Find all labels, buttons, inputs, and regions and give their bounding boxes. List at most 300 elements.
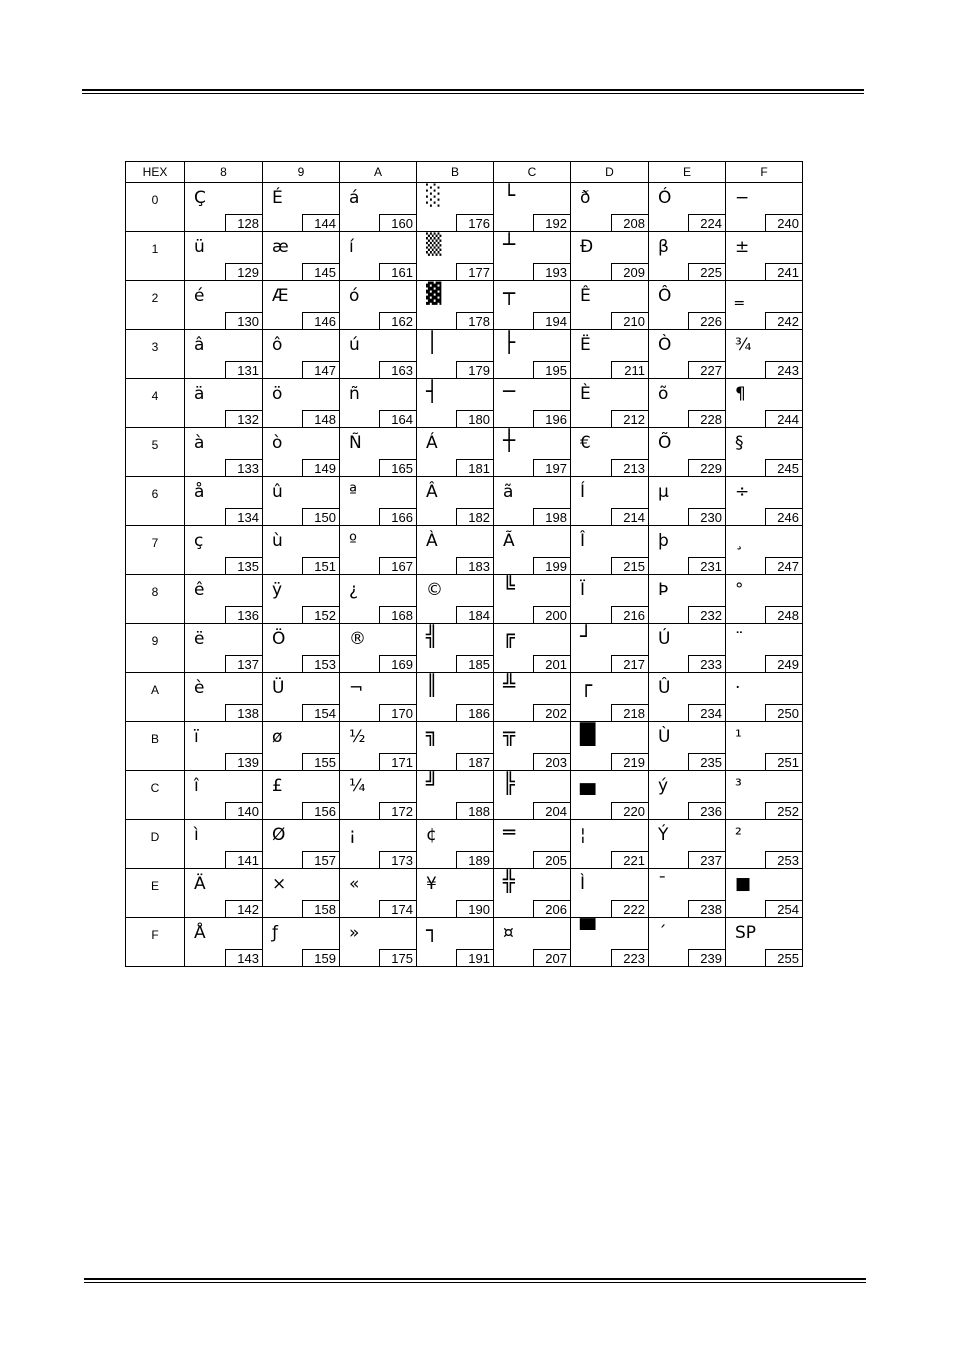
row-header [126,673,185,722]
char-cell [571,281,649,330]
char-cell [340,379,417,428]
character-glyph: Ë [580,335,591,355]
char-cell [185,379,263,428]
character-glyph: ³ [735,776,742,796]
char-cell [649,477,726,526]
character-glyph: û [272,482,283,502]
char-cell [185,722,263,771]
row-header [126,281,185,330]
table-row [126,183,803,232]
char-cell [185,771,263,820]
char-cell [571,673,649,722]
char-cell [263,183,340,232]
decimal-code: 166 [379,508,417,526]
character-glyph: ° [735,580,744,600]
char-cell [185,183,263,232]
character-glyph: Ç [194,188,206,208]
decimal-code: 187 [456,753,494,771]
decimal-code: 180 [456,410,494,428]
row-hex-label: 3 [151,340,159,354]
character-glyph: ¢ [426,825,437,845]
character-glyph: ╝ [426,771,439,795]
char-cell [417,624,494,673]
decimal-code: 231 [688,557,726,575]
decimal-code: 147 [302,361,340,379]
decimal-code: 239 [688,949,726,967]
char-cell [649,575,726,624]
char-cell [649,918,726,967]
char-cell [417,183,494,232]
character-glyph: Ý [658,825,669,845]
row-hex-label: 0 [151,193,159,207]
row-hex-label: 5 [151,438,159,452]
character-glyph: ╬ [503,869,516,893]
character-glyph: ¸ [735,531,744,551]
character-glyph: ú [349,335,360,355]
character-glyph: ç [194,531,204,551]
decimal-code: 220 [611,802,649,820]
char-cell [185,281,263,330]
character-glyph: █ [580,722,596,746]
char-cell [726,820,803,869]
character-glyph: Á [426,433,438,453]
character-glyph: ┼ [503,428,516,452]
char-cell [726,624,803,673]
decimal-code: 252 [765,802,803,820]
decimal-code: 134 [225,508,263,526]
character-glyph: ¶ [735,384,746,404]
char-cell [340,869,417,918]
character-glyph: ‗ [735,286,744,306]
char-cell [649,379,726,428]
character-glyph: ▄ [580,771,596,795]
decimal-code: 211 [611,361,649,379]
decimal-code: 157 [302,851,340,869]
char-cell [417,771,494,820]
decimal-code: 204 [533,802,571,820]
character-glyph: Æ [272,286,289,306]
char-cell [263,918,340,967]
decimal-code: 175 [379,949,417,967]
character-glyph: í [349,237,354,257]
table-row [126,918,803,967]
decimal-code: 223 [611,949,649,967]
character-glyph: ï [194,727,199,747]
char-cell [340,918,417,967]
char-cell [571,820,649,869]
char-cell [649,771,726,820]
decimal-code: 130 [225,312,263,330]
char-cell [571,624,649,673]
decimal-code: 179 [456,361,494,379]
decimal-code: 176 [456,214,494,232]
char-cell [417,281,494,330]
char-cell [417,477,494,526]
character-glyph: ║ [426,673,439,697]
char-cell [185,526,263,575]
char-cell [726,673,803,722]
decimal-code: 198 [533,508,571,526]
decimal-code: 210 [611,312,649,330]
char-cell [571,575,649,624]
table-body [126,183,803,967]
character-glyph: Ð [580,237,594,257]
decimal-code: 243 [765,361,803,379]
row-hex-label: 9 [151,634,159,648]
decimal-code: 244 [765,410,803,428]
decimal-code: 169 [379,655,417,673]
decimal-code: 149 [302,459,340,477]
char-cell [494,526,571,575]
char-cell [571,869,649,918]
decimal-code: 144 [302,214,340,232]
char-cell [185,575,263,624]
char-cell [263,575,340,624]
character-glyph: ñ [349,384,360,404]
row-header [126,183,185,232]
character-glyph: ┴ [503,232,516,256]
decimal-code: 170 [379,704,417,722]
decimal-code: 209 [611,263,649,281]
character-glyph: ò [272,433,283,453]
decimal-code: 235 [688,753,726,771]
decimal-code: 237 [688,851,726,869]
decimal-code: 161 [379,263,417,281]
char-cell [417,722,494,771]
decimal-code: 251 [765,753,803,771]
character-glyph: ░ [426,183,442,207]
decimal-code: 168 [379,606,417,624]
decimal-code: 236 [688,802,726,820]
decimal-code: 177 [456,263,494,281]
char-cell [340,771,417,820]
decimal-code: 159 [302,949,340,967]
char-cell [263,281,340,330]
char-cell [263,477,340,526]
character-glyph: ¥ [426,874,437,894]
decimal-code: 143 [225,949,263,967]
char-cell [340,183,417,232]
character-glyph: ö [272,384,283,404]
char-cell [340,820,417,869]
row-header [126,526,185,575]
decimal-code: 234 [688,704,726,722]
char-cell [263,379,340,428]
character-glyph: ì [194,825,199,845]
row-header [126,722,185,771]
character-glyph: ä [194,384,205,404]
char-cell [340,477,417,526]
character-glyph: Ö [272,629,286,649]
header-rule [82,89,864,94]
char-cell [263,232,340,281]
char-cell [263,722,340,771]
char-cell [494,918,571,967]
character-glyph: ± [735,237,750,257]
character-glyph: ■ [735,874,752,894]
character-glyph: ╔ [503,624,516,648]
char-cell [571,232,649,281]
decimal-code: 246 [765,508,803,526]
decimal-code: 225 [688,263,726,281]
character-glyph: õ [658,384,669,404]
row-hex-label: F [151,928,159,942]
character-glyph: Ú [658,629,671,649]
decimal-code: 222 [611,900,649,918]
char-cell [726,428,803,477]
decimal-code: 195 [533,361,571,379]
decimal-code: 181 [456,459,494,477]
char-cell [726,379,803,428]
table-row [126,428,803,477]
char-cell [571,428,649,477]
decimal-code: 133 [225,459,263,477]
char-cell [726,183,803,232]
decimal-code: 138 [225,704,263,722]
char-cell [340,673,417,722]
character-glyph: └ [503,183,516,207]
decimal-code: 255 [765,949,803,967]
decimal-code: 247 [765,557,803,575]
character-glyph: È [580,384,591,404]
char-cell [726,477,803,526]
column-header: B [417,162,494,183]
char-cell [417,232,494,281]
character-glyph: │ [426,330,439,354]
decimal-code: 183 [456,557,494,575]
decimal-code: 229 [688,459,726,477]
char-cell [494,624,571,673]
decimal-code: 216 [611,606,649,624]
row-header [126,771,185,820]
char-cell [340,575,417,624]
char-cell [494,281,571,330]
char-cell [417,575,494,624]
character-glyph: þ [658,531,669,551]
char-cell [185,624,263,673]
char-cell [571,722,649,771]
character-glyph: Ø [272,825,286,845]
row-hex-label: 8 [151,585,159,599]
character-glyph: É [272,188,283,208]
character-glyph: ╚ [503,575,516,599]
character-glyph: × [272,874,287,894]
decimal-code: 151 [302,557,340,575]
decimal-code: 221 [611,851,649,869]
decimal-code: 148 [302,410,340,428]
decimal-code: 189 [456,851,494,869]
decimal-code: 194 [533,312,571,330]
row-hex-label: A [150,683,159,697]
char-cell [185,820,263,869]
decimal-code: 248 [765,606,803,624]
column-header: 8 [185,162,263,183]
character-glyph: · [735,678,741,698]
decimal-code: 215 [611,557,649,575]
character-glyph: − [735,188,750,208]
decimal-code: 184 [456,606,494,624]
character-glyph: ø [272,727,283,747]
decimal-code: 230 [688,508,726,526]
decimal-code: 206 [533,900,571,918]
character-glyph: ½ [349,727,366,747]
character-glyph: ¬ [349,678,364,698]
char-cell [649,526,726,575]
decimal-code: 218 [611,704,649,722]
char-cell [340,428,417,477]
decimal-code: 188 [456,802,494,820]
decimal-code: 199 [533,557,571,575]
char-cell [417,526,494,575]
column-header: A [340,162,417,183]
character-glyph: è [194,678,205,698]
char-cell [340,281,417,330]
character-glyph: î [194,776,199,796]
char-cell [185,477,263,526]
char-cell [494,379,571,428]
character-glyph: Ï [580,580,586,600]
character-glyph: « [349,874,360,894]
character-glyph: ² [735,825,742,845]
decimal-code: 128 [225,214,263,232]
decimal-code: 217 [611,655,649,673]
column-header: D [571,162,649,183]
character-glyph: ├ [503,330,516,354]
decimal-code: 212 [611,410,649,428]
char-cell [571,330,649,379]
char-cell [340,330,417,379]
decimal-code: 254 [765,900,803,918]
char-cell [726,869,803,918]
table-row [126,575,803,624]
character-glyph: Î [580,531,586,551]
char-cell [571,477,649,526]
row-hex-label: 7 [151,536,159,550]
character-glyph: ╩ [503,673,516,697]
char-cell [494,575,571,624]
decimal-code: 214 [611,508,649,526]
decimal-code: 182 [456,508,494,526]
decimal-code: 207 [533,949,571,967]
character-glyph: § [735,433,744,453]
char-cell [494,820,571,869]
character-glyph: ¯ [658,874,667,894]
char-cell [417,330,494,379]
char-cell [649,820,726,869]
char-cell [417,869,494,918]
decimal-code: 232 [688,606,726,624]
character-glyph: ë [194,629,205,649]
character-glyph: ▀ [580,918,596,942]
character-glyph: Ä [194,874,206,894]
character-glyph: Â [426,482,438,502]
table-row [126,232,803,281]
char-cell [571,526,649,575]
character-glyph: ý [658,776,669,796]
decimal-code: 178 [456,312,494,330]
character-glyph: å [194,482,205,502]
character-glyph: β [658,237,669,257]
char-cell [340,722,417,771]
char-cell [494,330,571,379]
character-glyph: ╦ [503,722,516,746]
character-glyph: á [349,188,360,208]
decimal-code: 227 [688,361,726,379]
character-glyph: Ã [503,531,515,551]
char-cell [263,820,340,869]
decimal-code: 174 [379,900,417,918]
char-cell [726,722,803,771]
decimal-code: 202 [533,704,571,722]
column-header-row [126,162,803,183]
character-glyph: ÿ [272,580,283,600]
decimal-code: 131 [225,361,263,379]
character-glyph: Ì [580,874,586,894]
column-header: 9 [263,162,340,183]
decimal-code: 154 [302,704,340,722]
char-cell [494,428,571,477]
decimal-code: 213 [611,459,649,477]
decimal-code: 146 [302,312,340,330]
decimal-code: 241 [765,263,803,281]
char-cell [726,771,803,820]
row-hex-label: D [150,830,160,844]
decimal-code: 140 [225,802,263,820]
corner-header: HEX [126,162,185,183]
character-glyph: Ò [658,335,672,355]
character-glyph: Ó [658,188,672,208]
character-glyph: ô [272,335,283,355]
character-glyph: SP [735,923,757,943]
character-glyph: » [349,923,360,943]
decimal-code: 150 [302,508,340,526]
char-cell [726,575,803,624]
character-glyph: Ü [272,678,285,698]
char-cell [340,624,417,673]
character-glyph: µ [658,482,669,502]
decimal-code: 242 [765,312,803,330]
character-glyph: Ù [658,727,671,747]
row-hex-label: 4 [151,389,159,403]
character-glyph: € [580,433,591,453]
char-cell [417,820,494,869]
char-cell [417,918,494,967]
decimal-code: 167 [379,557,417,575]
decimal-code: 224 [688,214,726,232]
char-cell [571,918,649,967]
table-row [126,281,803,330]
character-glyph: æ [272,237,289,257]
decimal-code: 164 [379,410,417,428]
char-cell [726,330,803,379]
character-glyph: º [349,531,358,551]
decimal-code: 135 [225,557,263,575]
character-glyph: ê [194,580,205,600]
character-glyph: ▓ [426,281,442,305]
decimal-code: 238 [688,900,726,918]
character-glyph: ═ [503,820,516,844]
char-cell [263,330,340,379]
character-glyph: Þ [658,580,669,600]
char-cell [185,232,263,281]
character-glyph: ╣ [426,624,439,648]
table-row [126,624,803,673]
table-row [126,771,803,820]
decimal-code: 203 [533,753,571,771]
row-header [126,477,185,526]
decimal-code: 145 [302,263,340,281]
column-header: C [494,162,571,183]
